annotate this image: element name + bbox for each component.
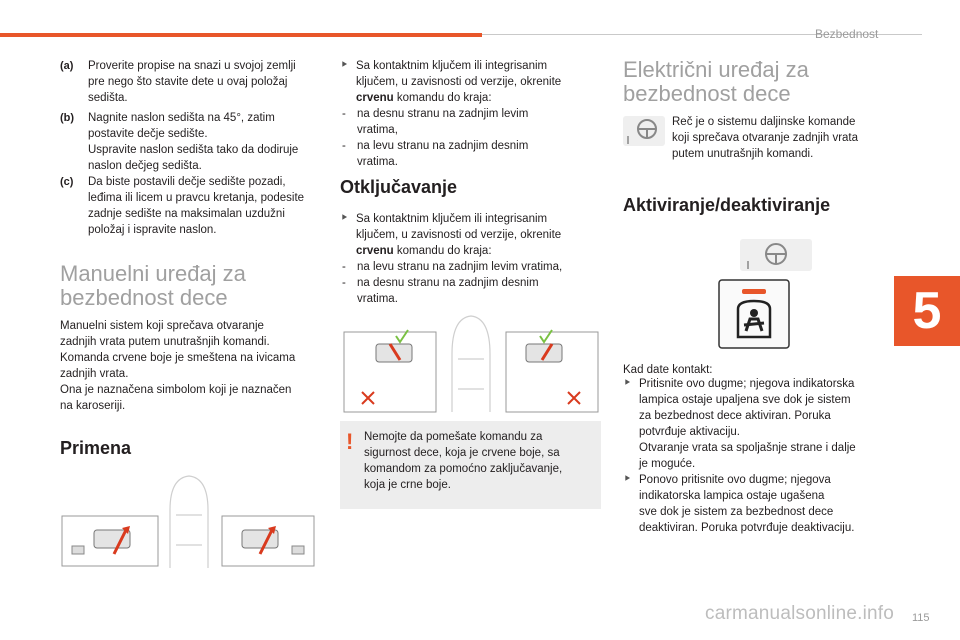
indicator-lamp	[742, 289, 766, 294]
steering-wheel-icon	[623, 114, 665, 148]
unlock-step-1: - na levu stranu na zadnjim levim vratima,	[342, 261, 563, 273]
section-title: Bezbednost	[815, 27, 879, 41]
unlock-instruction: ⯈ Sa kontaktnim ključem ili integrisanim ključem, u zavisnosti od verzije, okrenite crvenu komandu do kraja:	[340, 213, 562, 257]
left-door-panel	[344, 330, 436, 412]
lock-illustration-figure	[60, 470, 318, 570]
left-door-panel	[62, 516, 158, 566]
right-arrow-bullet-icon: ⯈	[623, 378, 631, 389]
activate-heading: Aktiviranje/deaktiviranje	[623, 195, 831, 215]
warning-box: ! Nemojte da pomešate komandu za sigurnost dece, koja je crvene boje, sa komandom za pomoćno zaključavanje, koja je crne boje.	[340, 421, 601, 509]
lock-instruction: ⯈ Sa kontaktnim ključem ili integrisanim ključem, u zavisnosti od verzije, okrenite crvenu komandu do kraja:	[340, 60, 562, 104]
unlock-illustration-figure	[340, 314, 602, 414]
contact-intro: Kad date kontakt:	[623, 364, 713, 376]
header-accent-bar	[0, 33, 482, 37]
press-activate-instruction: ⯈ Pritisnite ovo dugme; njegova indikatorska lampica ostaje upaljena sve dok je sistem za bezbednost dece aktiviran. Poruka potvrđuje aktivaciju. Otvaranje vrata sa spoljašnje strane i dalje je moguće.	[623, 378, 856, 470]
right-door-panel	[222, 516, 314, 566]
lock-step-2: - na levu stranu na zadnjim desnim vratima.	[342, 140, 529, 168]
unlock-heading: Otključavanje	[340, 177, 458, 197]
unlock-step-2: - na desnu stranu na zadnjim desnim vratima.	[342, 277, 539, 305]
manual-section-title: Manuelni uređaj za bezbednost dece	[60, 261, 246, 310]
step-b: (b) Nagnite naslon sedišta na 45°, zatim postavite dečje sedište. Uspravite naslon sedišta tako da dodiruje naslon dečjeg sedišta.	[60, 112, 299, 172]
lock-step-1: - na desnu stranu na zadnjim levim vratima,	[342, 108, 529, 136]
primena-heading: Primena	[60, 438, 132, 458]
right-arrow-bullet-icon: ⯈	[623, 474, 631, 485]
page-number: 115	[912, 612, 930, 624]
chapter-tab[interactable]: 5	[894, 276, 960, 346]
steering-wheel-icon	[740, 237, 812, 273]
right-arrow-bullet-icon: ⯈	[340, 60, 348, 71]
right-arrow-bullet-icon: ⯈	[340, 213, 348, 224]
step-a: (a) Proverite propise na snazi u svojoj zemlji pre nego što stavite dete u ovaj položaj sedišta.	[60, 60, 296, 104]
watermark: carmanualsonline.info	[705, 603, 895, 624]
exclamation-icon: !	[346, 429, 354, 454]
child-lock-button[interactable]	[718, 279, 790, 349]
car-topview-illustration	[452, 316, 490, 412]
car-topview-illustration	[170, 476, 208, 568]
electric-section-title: Električni uređaj za bezbednost dece	[623, 57, 809, 106]
press-deactivate-instruction: ⯈ Ponovo pritisnite ovo dugme; njegova indikatorska lampica ostaje ugašena sve dok je sistem za bezbednost dece deaktiviran. Poruka potvrđuje deaktivaciju.	[623, 474, 855, 534]
manual-paragraph: Manuelni sistem koji sprečava otvaranje zadnjih vrata putem unutrašnjih komandi. Komanda crvene boje je smeštena na ivicama zadnjih vrata. Ona je naznačena simbolom koji je naznačen na karoseriji.	[60, 320, 296, 412]
electric-description: Reč je o sistemu daljinske komande koji sprečava otvaranje zadnjih vrata putem unutrašnjih komandi.	[672, 116, 859, 160]
step-c: (c) Da biste postavili dečje sedište pozadi, leđima ili licem u pravcu kretanja, podesite zadnje sedište na maksimalan uzdužni položaj i ispravite naslon.	[60, 176, 305, 236]
right-door-panel	[506, 330, 598, 412]
